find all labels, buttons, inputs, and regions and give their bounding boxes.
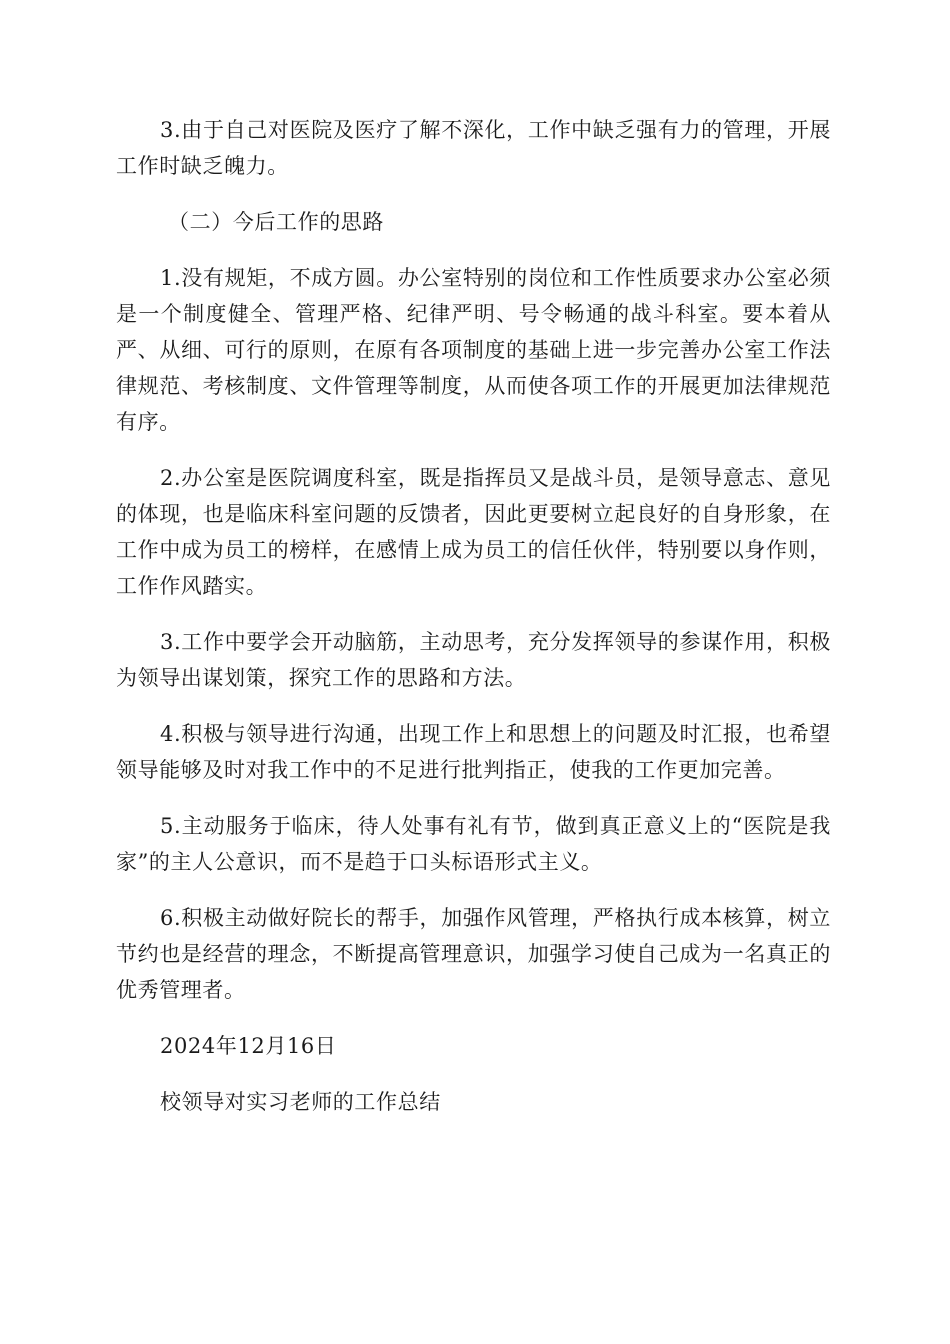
document-body <box>116 112 831 1140</box>
paragraph-shortcoming-3: 3.由于自己对医院及医疗了解不深化，工作中缺乏强有力的管理，开展工作时缺乏魄力。 <box>116 118 831 178</box>
paragraph-idea-5: 5.主动服务于临床，待人处事有礼有节，做到真正意义上的“医院是我家”的主人公意识，而不是趋于口头标语形式主义。 <box>116 814 831 874</box>
document-date: 2024年12月16日 <box>160 1034 337 1058</box>
paragraph-idea-4: 4.积极与领导进行沟通，出现工作上和思想上的问题及时汇报，也希望领导能够及时对我工作中的不足进行批判指正，使我的工作更加完善。 <box>116 722 831 782</box>
section-heading-future-ideas: （二）今后工作的思路 <box>168 210 384 234</box>
paragraph-idea-6: 6.积极主动做好院长的帮手，加强作风管理，严格执行成本核算，树立节约也是经营的理念，不断提高管理意识，加强学习使自己成为一名真正的优秀管理者。 <box>116 906 831 1002</box>
paragraph-idea-2: 2.办公室是医院调度科室，既是指挥员又是战斗员，是领导意志、意见的体现，也是临床科室问题的反馈者，因此更要树立起良好的自身形象，在工作中成为员工的榜样，在感情上成为员工的信任伙伴，特别要以身作则，工作作风踏实。 <box>116 466 831 598</box>
paragraph-idea-3: 3.工作中要学会开动脑筋，主动思考，充分发挥领导的参谋作用，积极为领导出谋划策，探究工作的思路和方法。 <box>116 630 831 690</box>
paragraph-idea-1: 1.没有规矩，不成方圆。办公室特别的岗位和工作性质要求办公室必须是一个制度健全、管理严格、纪律严明、号令畅通的战斗科室。要本着从严、从细、可行的原则，在原有各项制度的基础上进一步完善办公室工作法律规范、考核制度、文件管理等制度，从而使各项工作的开展更加法律规范有序。 <box>116 266 831 434</box>
next-document-title: 校领导对实习老师的工作总结 <box>160 1090 441 1114</box>
